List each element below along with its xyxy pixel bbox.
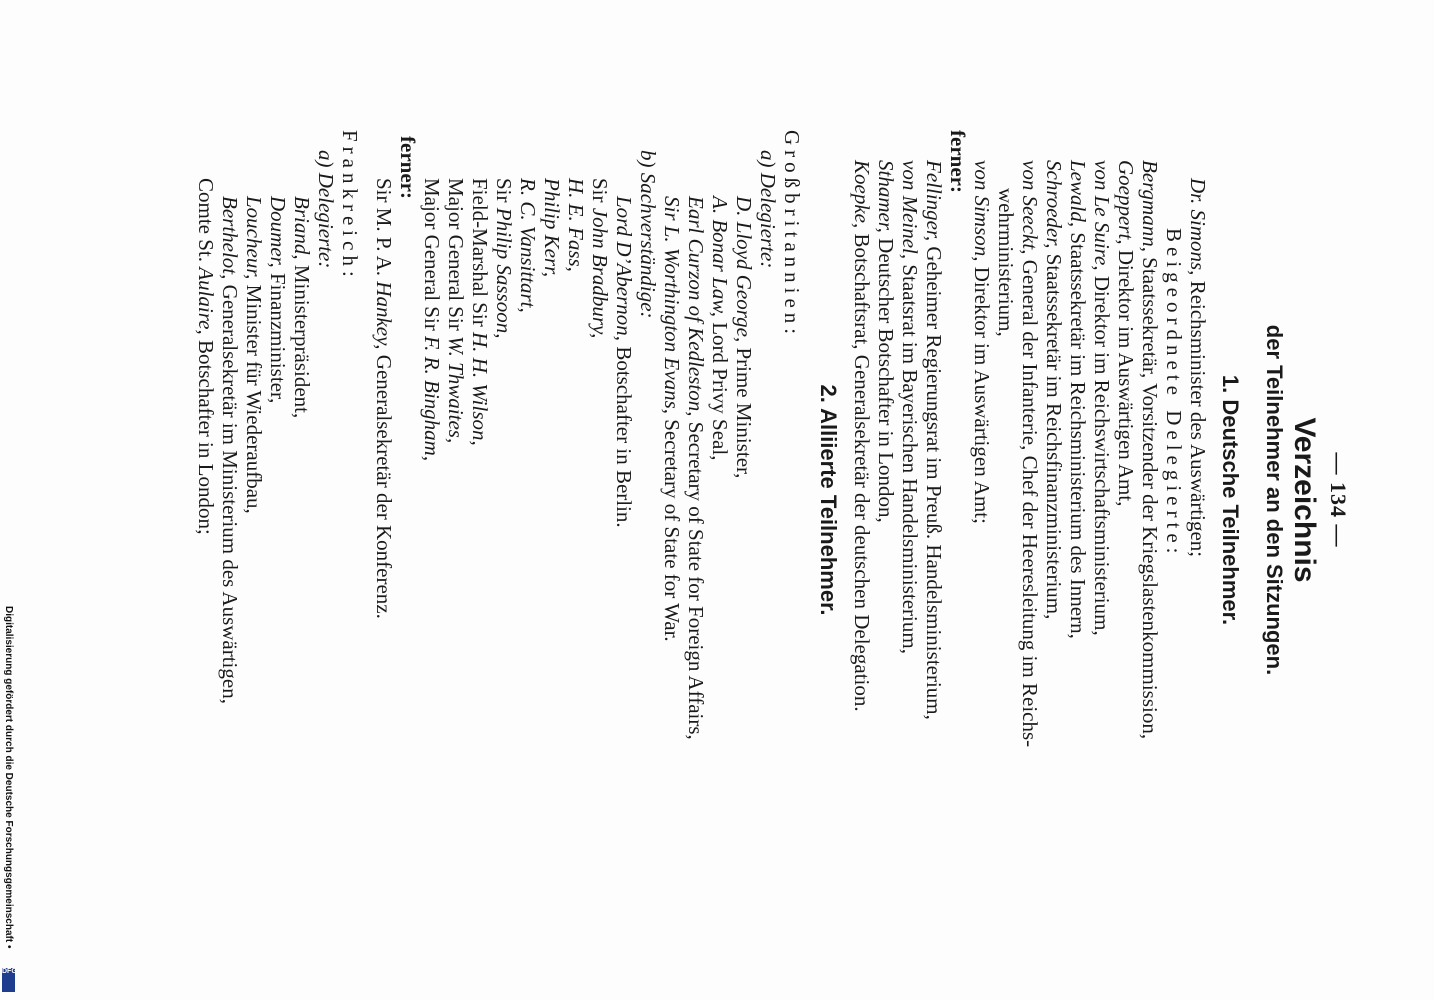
participant-line: Doumer, Finanzminister, [266, 196, 290, 404]
participant-line: von Le Suire, Direktor im Reichswirtschaftsministerium, [1090, 160, 1114, 636]
sub-heading: Beigeordnete Delegierte: [1162, 228, 1186, 559]
participant-line: Bergmann, Staatssekretär, Vorsitzender der Kriegslastenkommission, [1138, 160, 1162, 740]
participant-line: Sir John Bradbury, [588, 178, 612, 339]
country-heading: Großbritannien: [780, 130, 804, 340]
participant-line: Berthelot, Generalsekretär im Ministerium des Auswärtigen, [218, 196, 242, 704]
participant-line: Lewald, Staatssekretär im Reichsministerium des Innern, [1066, 160, 1090, 639]
page-number: — 134 — [1326, 452, 1351, 548]
participant-line: A. Bonar Law, Lord Privy Seal, [708, 196, 732, 461]
participant-line: Loucheur, Minister für Wiederaufbau, [242, 196, 266, 514]
participant-line: Major General Sir F. R. Bingham, [420, 178, 444, 462]
sub-heading: a) Delegierte: [314, 150, 338, 269]
participant-line: H. E. Fass, [564, 178, 588, 272]
participant-line: Dr. Simons, Reichsminister des Auswärtigen; [1186, 178, 1210, 558]
sub-heading: a) Delegierte: [756, 150, 780, 269]
participant-line: Sir M. P. A. Hankey, Generalsekretär der Konferenz. [372, 178, 396, 619]
participant-line: Philip Kerr, [540, 178, 564, 278]
funding-note: Digitalisierung gefördert durch die Deutsche Forschungsgemeinschaft • [3, 606, 14, 949]
rotated-page-content [30, 0, 1370, 1000]
participant-line: Sir Philip Sassoon, [492, 178, 516, 339]
participant-line: Koepke, Botschaftsrat, Generalsekretär der deutschen Delegation. [850, 160, 874, 712]
participant-line: R. C. Vansittart, [516, 178, 540, 313]
participant-line: Briand, Ministerpräsident, [290, 196, 314, 419]
section2-heading: 2. Alliierte Teilnehmer. [816, 384, 841, 616]
section1-heading: 1. Deutsche Teilnehmer. [1218, 374, 1243, 626]
participant-line: wehrministerium, [994, 188, 1018, 337]
participant-line: Comte St. Aulaire, Botschafter in London; [194, 178, 218, 535]
participant-line: von Seeckt, General der Infanterie, Chef der Heeresleitung im Reichs- [1018, 160, 1042, 748]
sub-heading: b) Sachverständige: [636, 150, 660, 319]
page-subtitle: der Teilnehmer an den Sitzungen. [1262, 324, 1287, 676]
participant-line: Sthamer, Deutscher Botschafter in London, [874, 160, 898, 523]
participant-line: Major General Sir W. Thwaites, [444, 178, 468, 444]
page-title: Verzeichnis [1288, 417, 1321, 583]
participant-line: von Meinel, Staatsrat im Bayerischen Handelsministerium, [898, 160, 922, 654]
participant-line: Field-Marshal Sir H. H. Wilson, [468, 178, 492, 446]
participant-line: Lord D’Abernon, Botschafter in Berlin. [612, 196, 636, 528]
participant-line: Sir L. Worthington Evans, Secretary of State for War. [660, 196, 684, 642]
participant-line: D. Lloyd George, Prime Minister, [732, 196, 756, 479]
ferner-label: ferner: [946, 130, 970, 193]
ferner-label: ferner: [396, 136, 420, 199]
participant-line: Fellinger, Geheimer Regierungsrat im Preuß. Handelsministerium, [922, 160, 946, 720]
participant-line: Schroeder, Staatssekretär im Reichsfinanzministerium, [1042, 160, 1066, 620]
dfg-logo: DFG [2, 968, 15, 992]
participant-line: von Simson, Direktor im Auswärtigen Amt; [970, 160, 994, 524]
participant-line: Earl Curzon of Kedleston, Secretary of State for Foreign Affairs, [684, 196, 708, 740]
country-heading: Frankreich: [338, 130, 362, 282]
participant-line: Goeppert, Direktor im Auswärtigen Amt, [1114, 160, 1138, 507]
